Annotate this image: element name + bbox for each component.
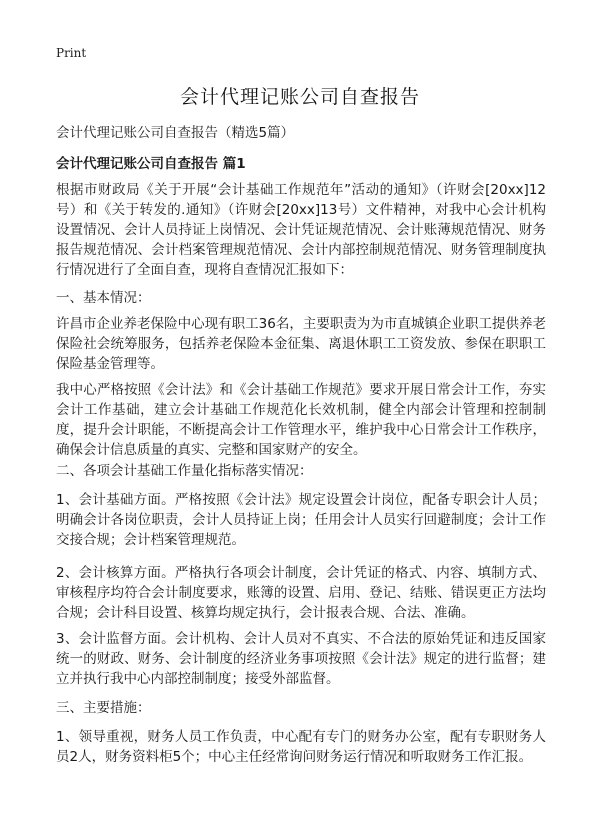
heading-main-measures: 三、主要措施： bbox=[56, 700, 151, 716]
document-title: 会计代理记账公司自查报告 bbox=[179, 86, 420, 108]
print-label: Print bbox=[56, 46, 87, 60]
section-title: 会计代理记账公司自查报告 篇1 bbox=[56, 156, 246, 172]
heading-indicator-items: 二、各项会计基础工作量化指标落实情况： bbox=[56, 463, 313, 479]
item-paragraph-1: 1、会计基础方面。严格按照《会计法》规定设置会计岗位，配备专职会计人员；明确会计各岗位职责，会计人员持证上岗；任用会计人员实行回避制度；会计工作交接合规；会计档案管理规范。 bbox=[56, 492, 546, 548]
measure-paragraph-1: 1、领导重视，财务人员工作负责，中心配有专门的财务办公室，配有专职财务人员2人，财务资料柜5个；中心主任经常询问财务运行情况和听取财务工作汇报。 bbox=[56, 729, 546, 765]
document-subtitle: 会计代理记账公司自查报告（精选5篇） bbox=[56, 125, 295, 141]
item-paragraph-3: 3、会计监督方面。会计机构、会计人员对不真实、不合法的原始凭证和违反国家统一的财政、财务、会计制度的经济业务事项按照《会计法》规定的进行监督；建立并执行我中心内部控制制度；接受外部监督。 bbox=[56, 631, 546, 687]
heading-basic-situation: 一、基本情况： bbox=[56, 290, 151, 306]
basic-paragraph-1: 许昌市企业养老保险中心现有职工36名，主要职责为为市直城镇企业职工提供养老保险社会统筹服务，包括养老保险本金征集、离退休职工工资发放、参保在职职工保险基金管理等。 bbox=[56, 316, 546, 372]
item-paragraph-2: 2、会计核算方面。严格执行各项会计制度，会计凭证的格式、内容、填制方式、审核程序均符合会计制度要求，账簿的设置、启用、登记、结账、错误更正方法均合规；会计科目设置、核算均规定执行，会计报表合规、合法、准确。 bbox=[56, 565, 546, 621]
basic-paragraph-2: 我中心严格按照《会计法》和《会计基础工作规范》要求开展日常会计工作，夯实会计工作基础，建立会计基础工作规范化长效机制，健全内部会计管理和控制制度，提升会计职能，不断提高会计工作管理水平，维护我中心日常会计工作秩序，确保会计信息质量的真实、完整和国家财产的安全。 bbox=[56, 382, 546, 458]
intro-paragraph: 根据市财政局《关于开展“会计基础工作规范年”活动的通知》（许财会[20xx]12号）和《关于转发的.通知》（许财会[20xx]13号）文件精神，对我中心会计机构设置情况、会计人员持证上岗情况、会计凭证规范情况、会计账薄规范情况、财务报告规范情况、会计档案管理规范情况、会计内部控制规范情况、财务管理制度执行情况进行了全面自查，现将自查情况汇报如下： bbox=[56, 182, 546, 278]
